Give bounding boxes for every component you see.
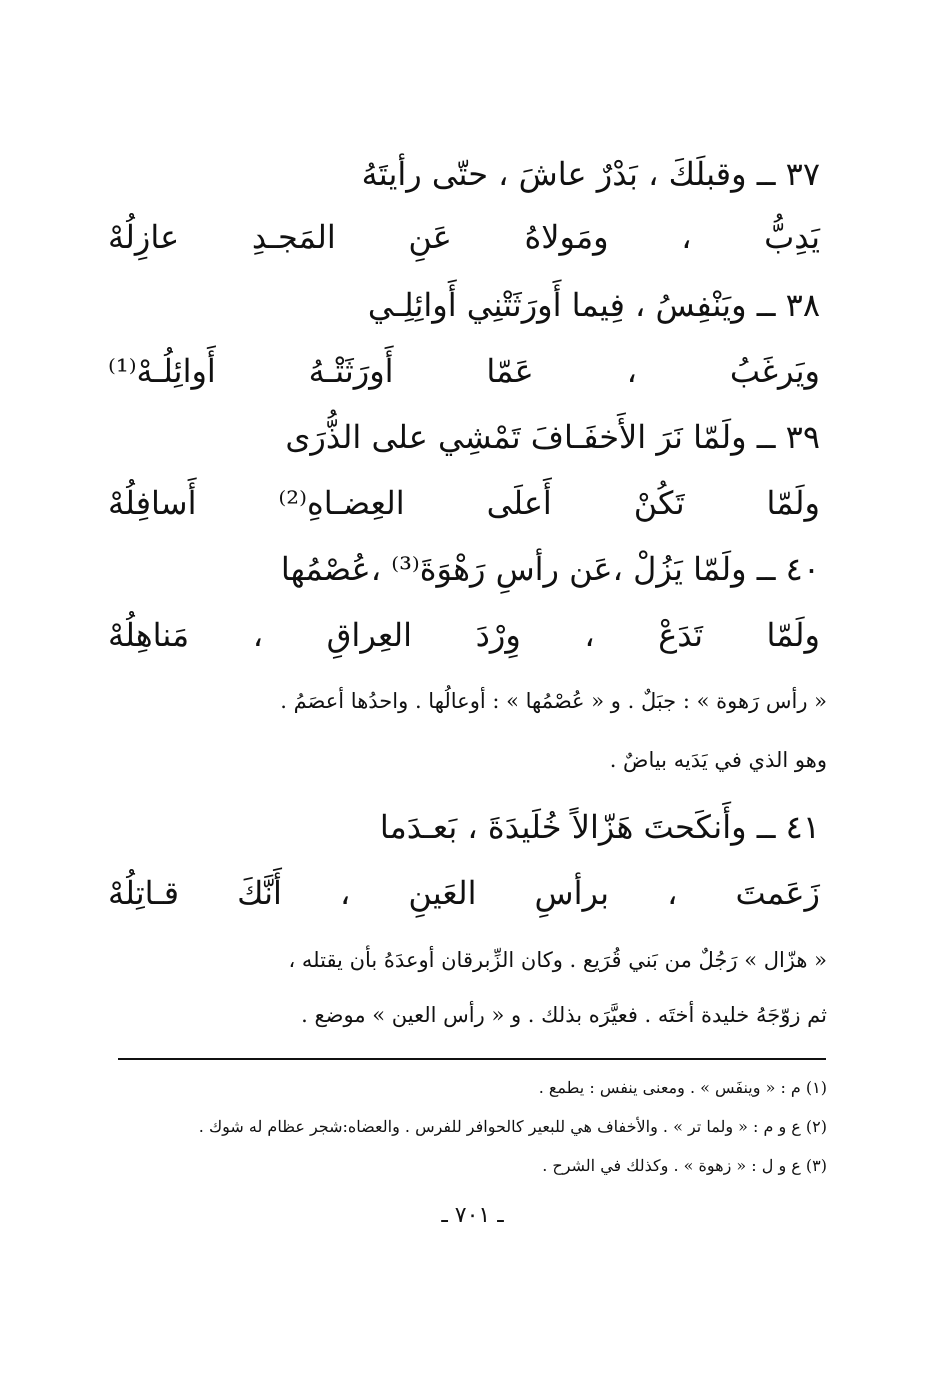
verse-41-second-hemistich: زَعَمتَ ، برأسِ العَينِ ، أَنَّكَ قـاتِلُهْ — [108, 874, 820, 912]
gloss-line: « هزّال » رَجُلٌ من بَني قُرَيع . وكان الزِّبرقان أوعدَهُ بأن يقتله ، — [288, 948, 827, 972]
verse-39-second-hemistich: ولَمّا تَكُنْ أَعلَى العِضـاهِ⁽²⁾ أَسافِلُهْ — [108, 484, 821, 522]
gloss-line: « رأس رَهوة » : جبَلٌ . و « عُصْمُها » : أوعالُها . واحدُها أعصَمُ . — [280, 689, 827, 713]
verse-38-second-hemistich: ويَرغَبُ ، عَمّا أَورَثَتْـهُ أَوائِلُـهْ⁽¹⁾ — [108, 352, 820, 390]
footnote-2: (٢) ع و م : « ولما تر » . والأخفاف هي للبعير كالحوافر للفرس . والعضاه:شجر عظام له شوك . — [198, 1117, 827, 1136]
gloss-line: وهو الذي في يَدَيه بياضٌ . — [609, 748, 827, 772]
verse-40-second-hemistich: ولَمّا تَدَعْ ، وِرْدَ العِراقِ ، مَناهِلُهْ — [108, 616, 820, 654]
verse-37-first-hemistich: ٣٧ ــ وقبلَكَ ، بَدْرٌ عاشَ ، حتّى رأيتَهُ — [361, 155, 820, 193]
verse-37-second-hemistich: يَدِبُّ ، ومَولاهُ عَنِ المَجـدِ عازِلُهْ — [108, 218, 820, 256]
verse-40-first-hemistich: ٤٠ ــ ولَمّا يَزُلْ ،عَن رأسِ رَهْوَةَ⁽³⁾ ،عُصْمُها — [280, 550, 820, 588]
verse-39-first-hemistich: ٣٩ ــ ولَمّا نَرَ الأَخفَـافَ تَمْشِي على الذُّرَى — [285, 418, 820, 456]
page-number: ـ ٧٠١ ـ — [441, 1203, 504, 1228]
footnote-separator — [118, 1058, 826, 1060]
verse-38-first-hemistich: ٣٨ ــ ويَنْفِسُ ، فِيما أَورَثَتْنِي أَوائِلِـي — [367, 286, 820, 324]
footnote-1: (١) م : « وينفَس » . ومعنى ينفس : يطمع . — [538, 1078, 827, 1097]
verse-41-first-hemistich: ٤١ ــ وأَنكَحتَ هَزّالاً خُلَيدَةَ ، بَعـدَما — [379, 808, 820, 846]
footnote-3: (٣) ع و ل : « زهوة » . وكذلك في الشرح . — [542, 1156, 827, 1175]
gloss-line: ثم زوّجَهُ خليدة أختَه . فعيَّرَه بذلك . و « رأس العين » موضع . — [301, 1003, 827, 1027]
